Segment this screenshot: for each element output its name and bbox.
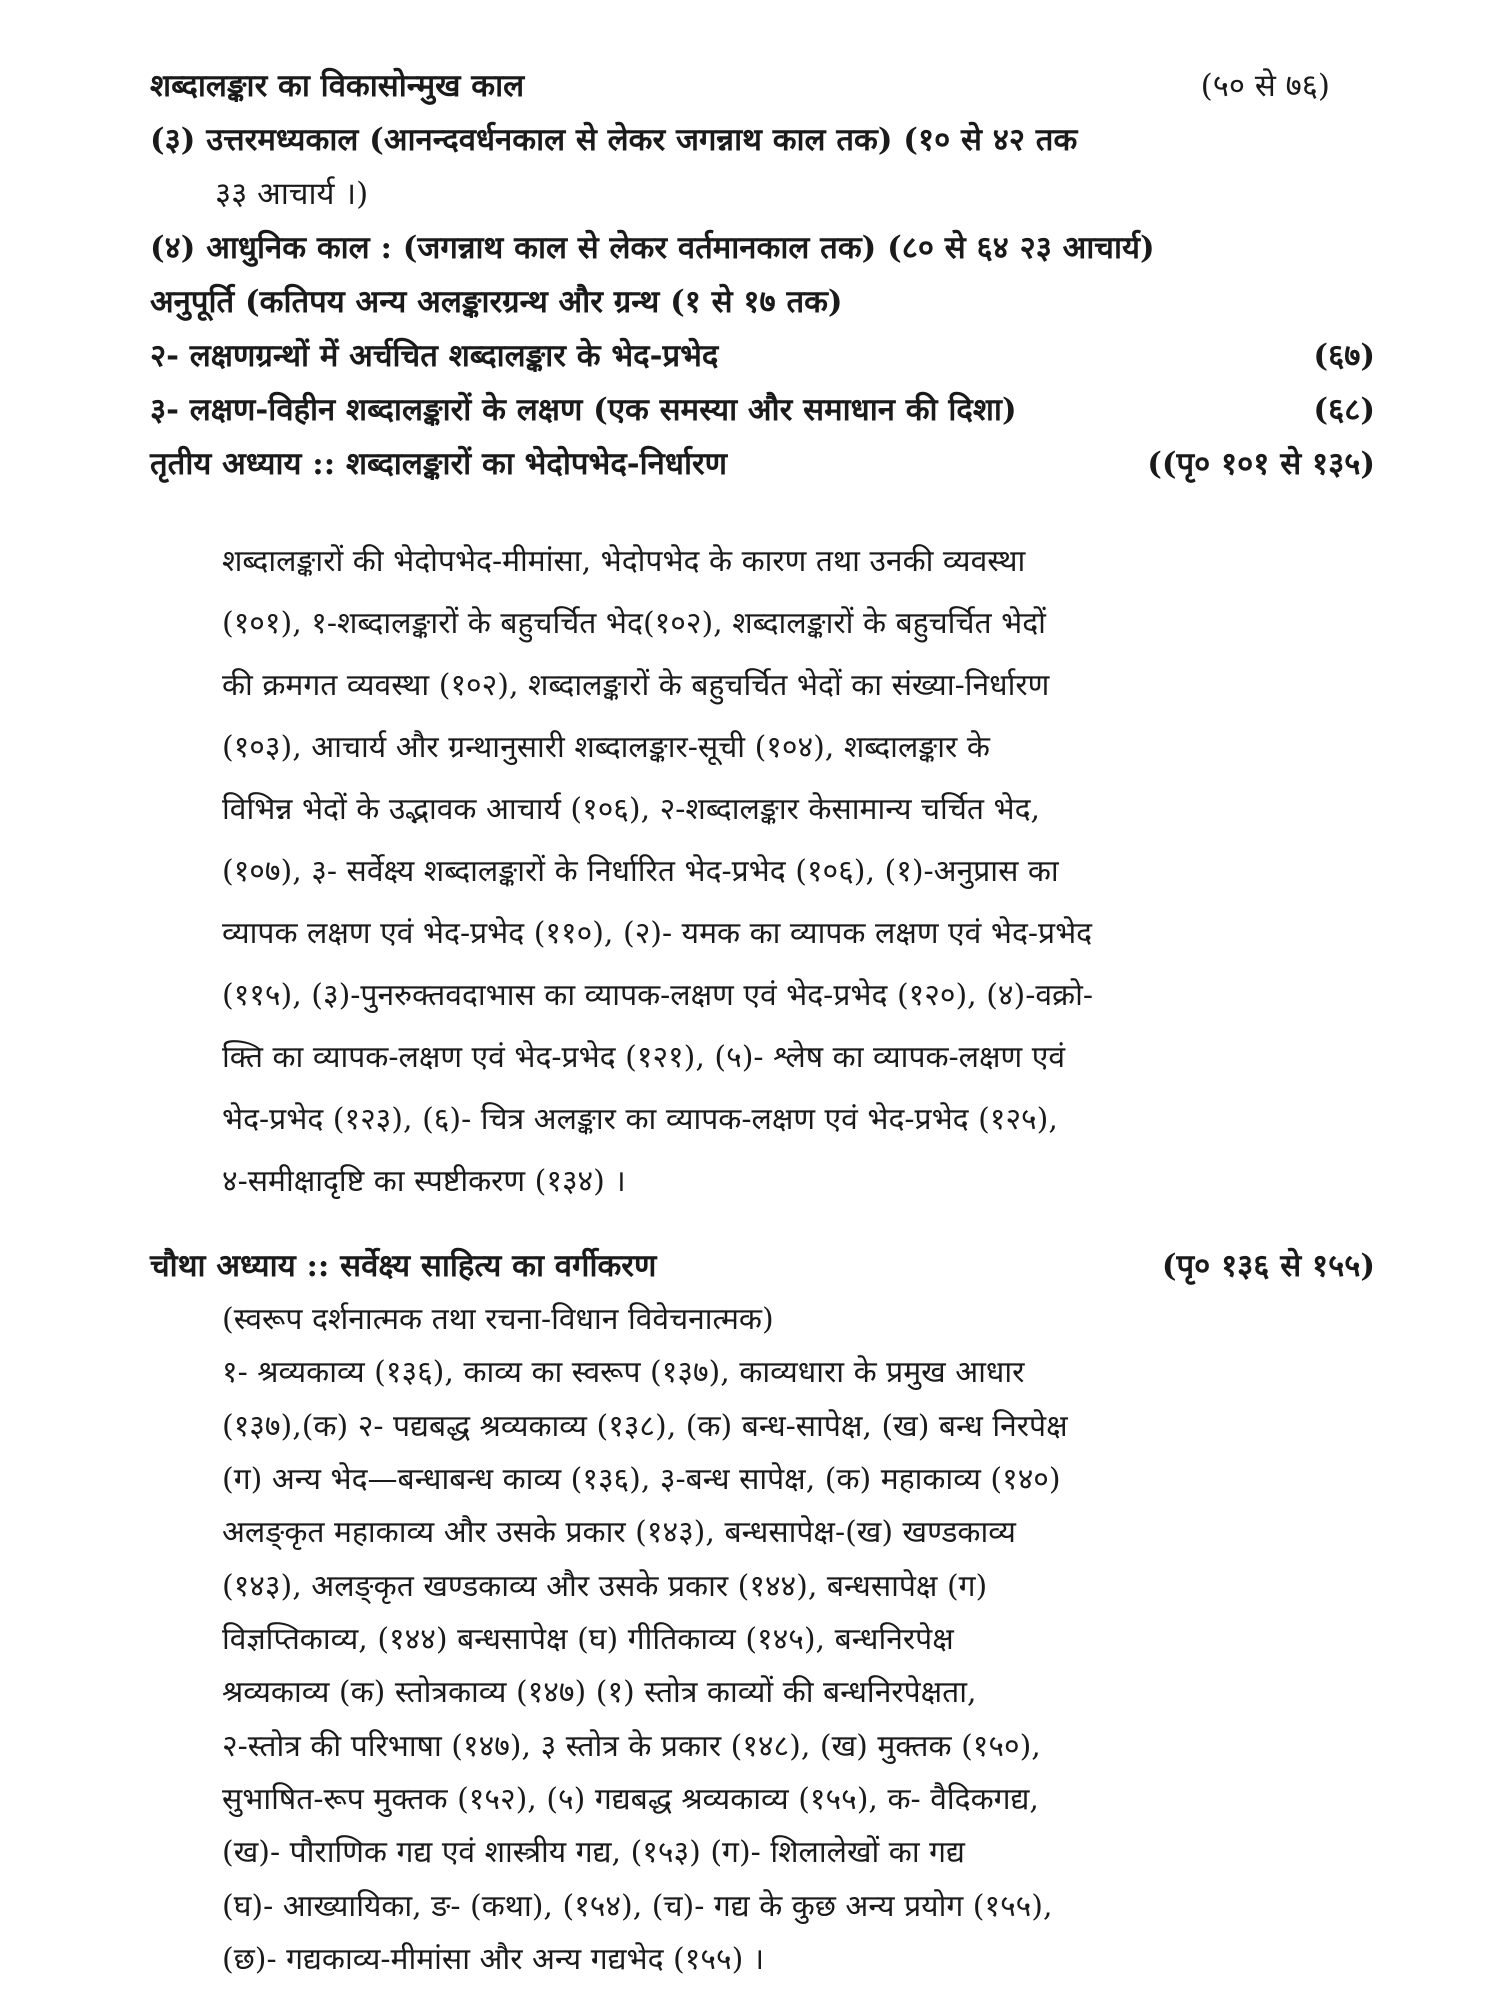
chapter-4-line: (१३७),(क) २- पद्यबद्ध श्रव्यकाव्य (१३८), (क) बन्ध-सापेक्ष, (ख) बन्ध निरपेक्ष bbox=[222, 1409, 1068, 1444]
chapter-3-pages: ((पृ० १०१ से १३५) bbox=[1147, 446, 1375, 482]
chapter-4-line: २-स्तोत्र की परिभाषा (१४७), ३ स्तोत्र के प्रकार (१४८), (ख) मुक्तक (१५०), bbox=[222, 1729, 1041, 1764]
chapter-4-line: (ख)- पौराणिक गद्य एवं शास्त्रीय गद्य, (१५३) (ग)- शिलालेखों का गद्य bbox=[222, 1835, 965, 1870]
chapter-3-line: भेद-प्रभेद (१२३), (६)- चित्र अलङ्कार का व्यापक-लक्षण एवं भेद-प्रभेद (१२५), bbox=[222, 1102, 1058, 1137]
chapter-4-line: सुभाषित-रूप मुक्तक (१५२), (५) गद्यबद्ध श्रव्यकाव्य (१५५), क- वैदिकगद्य, bbox=[222, 1782, 1039, 1817]
chapter-4-title: चौथा अध्याय :: सर्वेक्ष्य साहित्य का वर्गीकरण bbox=[150, 1248, 657, 1284]
chapter-4-line: अलङ्कृत महाकाव्य और उसके प्रकार (१४३), बन्धसापेक्ष-(ख) खण्डकाव्य bbox=[222, 1515, 1016, 1550]
chapter-4-line: १- श्रव्यकाव्य (१३६), काव्य का स्वरूप (१३७), काव्यधारा के प्रमुख आधार bbox=[222, 1355, 1025, 1390]
chapter-3-line: (१०३), आचार्य और ग्रन्थानुसारी शब्दालङ्कार-सूची (१०४), शब्दालङ्कार के bbox=[222, 730, 990, 765]
chapter-3-line: विभिन्न भेदों के उद्भावक आचार्य (१०६), २-शब्दालङ्कार केसामान्य चर्चित भेद, bbox=[222, 792, 1041, 827]
chapter-4-pages: (पृ० १३६ से १५५) bbox=[1161, 1248, 1375, 1284]
chapter-4-line: (घ)- आख्यायिका, ङ- (कथा), (१५४), (च)- गद्य के कुछ अन्य प्रयोग (१५५), bbox=[222, 1889, 1053, 1924]
chapter-4-line: (छ)- गद्यकाव्य-मीमांसा और अन्य गद्यभेद (१५५) । bbox=[222, 1942, 765, 1977]
chapter-4-line: (स्वरूप दर्शनात्मक तथा रचना-विधान विवेचनात्मक) bbox=[222, 1302, 774, 1337]
page-lakshan-granth: (६७) bbox=[1313, 338, 1375, 374]
chapter-4-line: विज्ञप्तिकाव्य, (१४४) बन्धसापेक्ष (घ) गीतिकाव्य (१४५), बन्धनिरपेक्ष bbox=[222, 1622, 954, 1657]
chapter-3-line: ४-समीक्षादृष्टि का स्पष्टीकरण (१३४) । bbox=[222, 1164, 626, 1199]
entry-uttar-madhyakal: (३) उत्तरमध्यकाल (आनन्दवर्धनकाल से लेकर जगन्नाथ काल तक) (१० से ४२ तक bbox=[150, 122, 1078, 158]
page-range-developmental-period: (५० से ७६) bbox=[1200, 68, 1330, 104]
chapter-4-line: (ग) अन्य भेद—बन्धाबन्ध काव्य (१३६), ३-बन्ध सापेक्ष, (क) महाकाव्य (१४०) bbox=[222, 1462, 1061, 1497]
chapter-3-title: तृतीय अध्याय :: शब्दालङ्कारों का भेदोपभेद-निर्धारण bbox=[150, 446, 728, 482]
chapter-3-line: की क्रमगत व्यवस्था (१०२), शब्दालङ्कारों के बहुचर्चित भेदों का संख्या-निर्धारण bbox=[222, 668, 1050, 703]
chapter-3-line: शब्दालङ्कारों की भेदोपभेद-मीमांसा, भेदोपभेद के कारण तथा उनकी व्यवस्था bbox=[222, 544, 1026, 579]
chapter-4-line: श्रव्यकाव्य (क) स्तोत्रकाव्य (१४७) (१) स्तोत्र काव्यों की बन्धनिरपेक्षता, bbox=[222, 1675, 977, 1710]
entry-anupurti: अनुपूर्ति (कतिपय अन्य अलङ्कारग्रन्थ और ग्रन्थ (१ से १७ तक) bbox=[150, 284, 843, 320]
heading-developmental-period: शब्दालङ्कार का विकासोन्मुख काल bbox=[150, 68, 525, 104]
chapter-3-line: (१०१), १-शब्दालङ्कारों के बहुचर्चित भेद(१०२), शब्दालङ्कारों के बहुचर्चित भेदों bbox=[222, 606, 1046, 641]
entry-lakshan-granth: २- लक्षणग्रन्थों में अर्चचित शब्दालङ्कार के भेद-प्रभेद bbox=[150, 338, 719, 374]
entry-lakshan-vihin: ३- लक्षण-विहीन शब्दालङ्कारों के लक्षण (एक समस्या और समाधान की दिशा) bbox=[150, 392, 1017, 428]
page-lakshan-vihin: (६८) bbox=[1313, 392, 1375, 428]
chapter-3-line: क्ति का व्यापक-लक्षण एवं भेद-प्रभेद (१२१), (५)- श्लेष का व्यापक-लक्षण एवं bbox=[222, 1040, 1066, 1075]
chapter-4-line: (१४३), अलङ्कृत खण्डकाव्य और उसके प्रकार (१४४), बन्धसापेक्ष (ग) bbox=[222, 1569, 988, 1604]
entry-uttar-madhyakal-cont: ३३ आचार्य ।) bbox=[215, 176, 369, 212]
chapter-3-line: (११५), (३)-पुनरुक्तवदाभास का व्यापक-लक्षण एवं भेद-प्रभेद (१२०), (४)-वक्रो- bbox=[222, 978, 1094, 1013]
chapter-3-line: व्यापक लक्षण एवं भेद-प्रभेद (११०), (२)- यमक का व्यापक लक्षण एवं भेद-प्रभेद bbox=[222, 916, 1093, 951]
chapter-3-line: (१०७), ३- सर्वेक्ष्य शब्दालङ्कारों के निर्धारित भेद-प्रभेद (१०६), (१)-अनुप्रास का bbox=[222, 854, 1059, 889]
entry-adhunik-kal: (४) आधुनिक काल : (जगन्नाथ काल से लेकर वर्तमानकाल तक) (८० से ६४ २३ आचार्य) bbox=[150, 230, 1155, 266]
